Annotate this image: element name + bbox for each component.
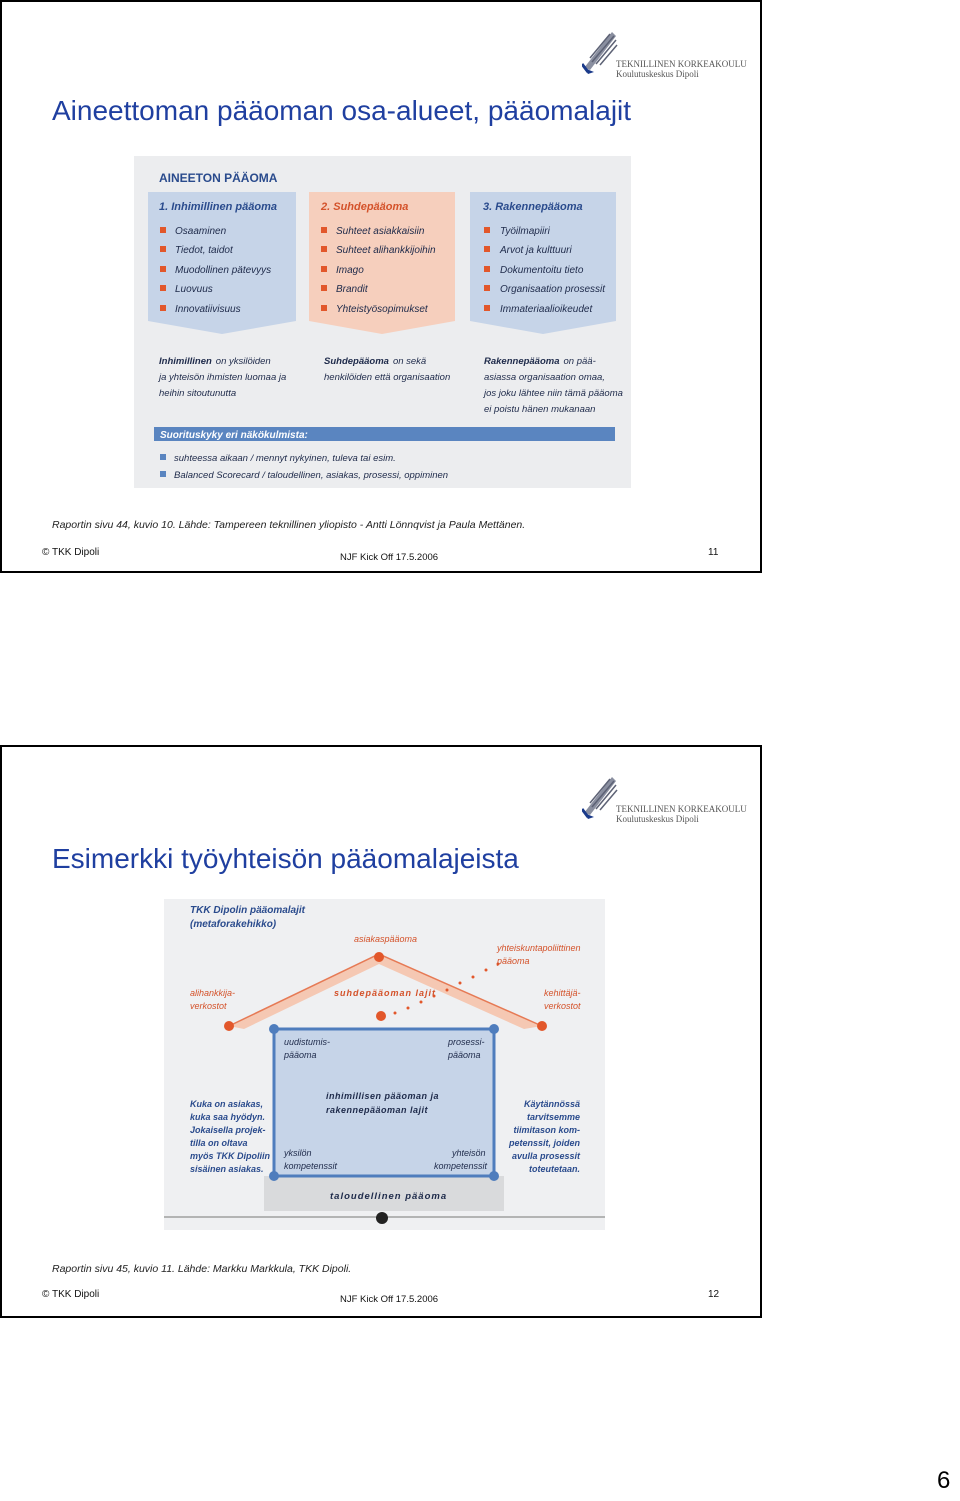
svg-text:inhimillisen pääoman ja: inhimillisen pääoman ja [326, 1091, 440, 1101]
svg-text:Suhteet alihankkijoihin: Suhteet alihankkijoihin [336, 245, 436, 256]
svg-text:kuka saa hyödyn.: kuka saa hyödyn. [190, 1112, 266, 1122]
performance-bullets [160, 453, 448, 481]
slide-number: 12 [708, 1289, 720, 1300]
column-1-title: 1. Inhimillinen pääoma [159, 201, 277, 213]
left-note [190, 1099, 271, 1174]
svg-text:Suhteet asiakkaisiin: Suhteet asiakkaisiin [336, 226, 425, 237]
slide-12 [0, 745, 762, 1318]
svg-text:Kuka on asiakas,: Kuka on asiakas, [190, 1099, 264, 1109]
column-2-title: 2. Suhdepääoma [321, 201, 409, 213]
svg-text:Imago: Imago [336, 265, 364, 276]
svg-text:Luovuus: Luovuus [175, 284, 213, 295]
svg-text:Inhimillinenon yksilöiden: Inhimillinen on yksilöiden [159, 356, 271, 367]
svg-text:henkilöiden että organisaation: henkilöiden että organisaation [324, 372, 451, 383]
slide-number: 11 [708, 547, 719, 558]
roof-top-node [374, 952, 384, 962]
roof-right-node [537, 1021, 547, 1031]
capital-house-figure [164, 899, 605, 1230]
svg-text:toteutetaan.: toteutetaan. [528, 1164, 580, 1174]
svg-text:yhteisön: yhteisön [452, 1148, 486, 1158]
figure-caption: Raportin sivu 44, kuvio 10. Lähde: Tampereen teknillinen yliopisto - Antti Lönnqvist ja Paula Mettänen. [52, 519, 526, 531]
svg-text:yksilön: yksilön [284, 1148, 312, 1158]
svg-text:Organisaation prosessit: Organisaation prosessit [500, 284, 606, 295]
svg-text:asiassa organisaation omaa,: asiassa organisaation omaa, [484, 372, 605, 383]
svg-text:alihankkija-: alihankkija- [190, 988, 236, 998]
figure-subheading: (metaforakehikko) [190, 919, 277, 930]
svg-text:kompetenssit: kompetenssit [284, 1161, 338, 1171]
performance-bar-label: Suorituskyky eri näkökulmista: [160, 430, 308, 441]
svg-text:ei poistu hänen mukanaan: ei poistu hänen mukanaan [484, 404, 596, 415]
svg-text:Yhteistyösopimukset: Yhteistyösopimukset [336, 304, 428, 315]
svg-text:pääoma: pääoma [448, 1050, 481, 1060]
svg-text:rakennepääoman lajit: rakennepääoman lajit [326, 1105, 429, 1115]
svg-text:tarvitsemme: tarvitsemme [526, 1112, 580, 1122]
intangible-capital-figure [134, 156, 631, 488]
svg-text:pääoma: pääoma [497, 956, 530, 966]
svg-text:sisäinen asiakas.: sisäinen asiakas. [190, 1164, 264, 1174]
figure-heading: AINEETON PÄÄOMA [159, 171, 278, 185]
footer-event: NJF Kick Off 17.5.2006 [340, 1294, 439, 1305]
svg-text:avulla prosessit: avulla prosessit [511, 1151, 580, 1161]
svg-text:prosessi-: prosessi- [448, 1037, 485, 1047]
svg-text:tiimitason kom-: tiimitason kom- [513, 1125, 580, 1135]
column-3-title: 3. Rakennepääoma [483, 201, 583, 213]
svg-text:petenssit, joiden: petenssit, joiden [508, 1138, 580, 1148]
column-descriptions [157, 356, 623, 415]
svg-text:verkostot: verkostot [544, 1001, 581, 1011]
svg-text:verkostot: verkostot [190, 1001, 227, 1011]
svg-text:ja yhteisön ihmisten luomaa ja: ja yhteisön ihmisten luomaa ja [159, 372, 287, 383]
roof-left-node [224, 1021, 234, 1031]
footer-event: NJF Kick Off 17.5.2006 [340, 552, 439, 563]
svg-text:suhdepääoman lajit: suhdepääoman lajit [334, 988, 437, 998]
svg-text:Työilmapiiri: Työilmapiiri [500, 226, 550, 237]
svg-text:Tiedot, taidot: Tiedot, taidot [175, 245, 233, 256]
page-number: 6 [937, 1467, 951, 1494]
institution-name: TEKNILLINEN KORKEAKOULU Koulutuskeskus Dipoli [616, 804, 747, 824]
figure-heading: TKK Dipolin pääomalajit [190, 905, 306, 916]
figure-caption: Raportin sivu 45, kuvio 11. Lähde: Markku Markkula, TKK Dipoli. [52, 1263, 352, 1275]
svg-text:Suhdepääomaon sekä: Suhdepääoma on sekä [324, 356, 427, 367]
svg-text:Rakennepääomaon pää-: Rakennepääoma on pää- [484, 356, 596, 367]
svg-text:Muodollinen pätevyys: Muodollinen pätevyys [175, 265, 272, 276]
institution-name: TEKNILLINEN KORKEAKOULU Koulutuskeskus Dipoli [616, 59, 747, 79]
slide-title: Aineettoman pääoman osa-alueet, pääomalajit [52, 95, 632, 126]
svg-text:Immateriaalioikeudet: Immateriaalioikeudet [500, 304, 593, 315]
svg-text:Jokaisella projek-: Jokaisella projek- [190, 1125, 266, 1135]
svg-text:kehittäjä-: kehittäjä- [544, 988, 581, 998]
svg-text:heihin sitoutunutta: heihin sitoutunutta [159, 388, 237, 399]
svg-text:pääoma: pääoma [284, 1050, 317, 1060]
roof-middle-node [376, 1011, 386, 1021]
svg-text:Arvot ja kulttuuri: Arvot ja kulttuuri [500, 245, 572, 256]
svg-text:Innovatiivisuus: Innovatiivisuus [175, 304, 241, 315]
slide-title: Esimerkki työyhteisön pääomalajeista [52, 843, 519, 874]
svg-text:yhteiskuntapoliittinen: yhteiskuntapoliittinen [497, 943, 581, 953]
footer-copyright: © TKK Dipoli [42, 1289, 100, 1300]
footer-copyright: © TKK Dipoli [42, 547, 100, 558]
svg-text:kompetenssit: kompetenssit [434, 1161, 488, 1171]
roof-labels [190, 934, 581, 1011]
svg-text:asiakaspääoma: asiakaspääoma [354, 934, 418, 944]
svg-text:Osaaminen: Osaaminen [175, 226, 227, 237]
svg-text:Dokumentoitu tieto: Dokumentoitu tieto [500, 265, 584, 276]
slide-11 [0, 0, 762, 573]
svg-text:Käytännössä: Käytännössä [523, 1099, 580, 1109]
foundation-node [376, 1212, 388, 1224]
svg-text:tilla on oltava: tilla on oltava [190, 1138, 248, 1148]
svg-text:Balanced Scorecard / taloudell: Balanced Scorecard / taloudellinen, asiakas, prosessi, oppiminen [174, 470, 449, 481]
svg-text:Brandit: Brandit [336, 284, 368, 295]
svg-text:myös TKK Dipoliin: myös TKK Dipoliin [190, 1151, 271, 1161]
right-note [508, 1099, 581, 1174]
svg-text:jos joku lähtee niin tämä pääo: jos joku lähtee niin tämä pääoma [484, 388, 623, 399]
svg-text:suhteessa aikaan / mennyt nyky: suhteessa aikaan / mennyt nykyinen, tuleva tai esim. [174, 453, 396, 464]
foundation-label: taloudellinen pääoma [330, 1191, 448, 1202]
svg-text:uudistumis-: uudistumis- [284, 1037, 331, 1047]
